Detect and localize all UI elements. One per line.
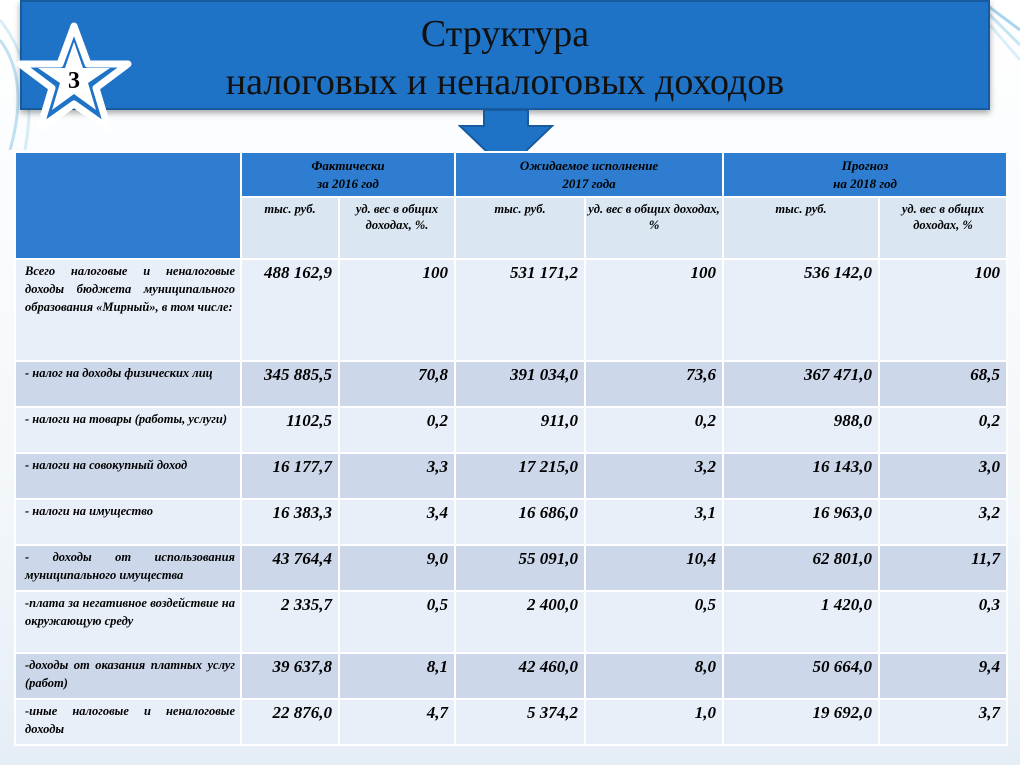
row-value: 345 885,5 <box>241 361 339 407</box>
row-label: - доходы от использования муниципального имущества <box>15 545 241 591</box>
row-value: 0,2 <box>339 407 455 453</box>
row-value: 22 876,0 <box>241 699 339 745</box>
row-value: 17 215,0 <box>455 453 585 499</box>
row-label: Всего налоговые и неналоговые доходы бюджета муниципального образования «Мирный», в том числе: <box>15 259 241 361</box>
row-label: - налог на доходы физических лиц <box>15 361 241 407</box>
row-value: 3,2 <box>879 499 1007 545</box>
row-value: 100 <box>339 259 455 361</box>
row-value: 0,5 <box>339 591 455 653</box>
table-row <box>15 259 1007 361</box>
table-row <box>15 453 1007 499</box>
row-value: 10,4 <box>585 545 723 591</box>
row-label: -плата за негативное воздействие на окружающую среду <box>15 591 241 653</box>
row-value: 68,5 <box>879 361 1007 407</box>
row-label: - налоги на имущество <box>15 499 241 545</box>
row-value: 62 801,0 <box>723 545 879 591</box>
row-value: 1,0 <box>585 699 723 745</box>
row-value: 2 400,0 <box>455 591 585 653</box>
row-value: 1102,5 <box>241 407 339 453</box>
table-row <box>15 699 1007 745</box>
row-value: 42 460,0 <box>455 653 585 699</box>
subheader-cell: тыс. руб. <box>241 197 339 259</box>
row-value: 3,3 <box>339 453 455 499</box>
revenue-table <box>14 151 1008 746</box>
row-value: 16 686,0 <box>455 499 585 545</box>
table-row <box>15 545 1007 591</box>
table-row <box>15 361 1007 407</box>
row-value: 43 764,4 <box>241 545 339 591</box>
page-subtitle: налоговых и неналоговых доходов <box>225 61 785 103</box>
header-corner-cell <box>15 152 241 259</box>
row-value: 55 091,0 <box>455 545 585 591</box>
subheader-cell: уд. вес в общих доходах, % <box>879 197 1007 259</box>
row-value: 5 374,2 <box>455 699 585 745</box>
row-value: 9,0 <box>339 545 455 591</box>
row-value: 391 034,0 <box>455 361 585 407</box>
row-value: 16 177,7 <box>241 453 339 499</box>
row-value: 16 143,0 <box>723 453 879 499</box>
row-value: 16 963,0 <box>723 499 879 545</box>
table-row <box>15 407 1007 453</box>
row-label: -доходы от оказания платных услуг (работ) <box>15 653 241 699</box>
subheader-cell: уд. вес в общих доходах, %. <box>339 197 455 259</box>
row-label: - налоги на товары (работы, услуги) <box>15 407 241 453</box>
row-value: 0,2 <box>879 407 1007 453</box>
row-value: 11,7 <box>879 545 1007 591</box>
row-value: 16 383,3 <box>241 499 339 545</box>
row-value: 3,1 <box>585 499 723 545</box>
row-value: 100 <box>585 259 723 361</box>
row-value: 73,6 <box>585 361 723 407</box>
row-value: 70,8 <box>339 361 455 407</box>
header-actual-2016: Фактически за 2016 год <box>241 152 455 197</box>
row-value: 988,0 <box>723 407 879 453</box>
slide-number: 3 <box>68 68 80 94</box>
row-value: 9,4 <box>879 653 1007 699</box>
table-row <box>15 653 1007 699</box>
row-value: 3,2 <box>585 453 723 499</box>
row-value: 2 335,7 <box>241 591 339 653</box>
row-value: 50 664,0 <box>723 653 879 699</box>
row-value: 0,2 <box>585 407 723 453</box>
row-value: 8,0 <box>585 653 723 699</box>
header-expected-2017: Ожидаемое исполнение 2017 года <box>455 152 723 197</box>
row-value: 19 692,0 <box>723 699 879 745</box>
row-value: 3,4 <box>339 499 455 545</box>
row-value: 39 637,8 <box>241 653 339 699</box>
row-value: 536 142,0 <box>723 259 879 361</box>
row-value: 4,7 <box>339 699 455 745</box>
row-value: 531 171,2 <box>455 259 585 361</box>
row-value: 488 162,9 <box>241 259 339 361</box>
subheader-cell: тыс. руб. <box>723 197 879 259</box>
table-row <box>15 499 1007 545</box>
subheader-cell: уд. вес в общих доходах, % <box>585 197 723 259</box>
row-value: 0,3 <box>879 591 1007 653</box>
row-value: 3,0 <box>879 453 1007 499</box>
title-banner <box>20 0 990 110</box>
row-value: 1 420,0 <box>723 591 879 653</box>
row-value: 8,1 <box>339 653 455 699</box>
row-value: 0,5 <box>585 591 723 653</box>
table-row <box>15 591 1007 653</box>
table-header-row <box>15 152 1007 197</box>
row-value: 100 <box>879 259 1007 361</box>
page-title: Структура <box>420 13 590 55</box>
row-label: -иные налоговые и неналоговые доходы <box>15 699 241 745</box>
row-label: - налоги на совокупный доход <box>15 453 241 499</box>
subheader-cell: тыс. руб. <box>455 197 585 259</box>
header-forecast-2018: Прогноз на 2018 год <box>723 152 1007 197</box>
row-value: 3,7 <box>879 699 1007 745</box>
row-value: 367 471,0 <box>723 361 879 407</box>
row-value: 911,0 <box>455 407 585 453</box>
